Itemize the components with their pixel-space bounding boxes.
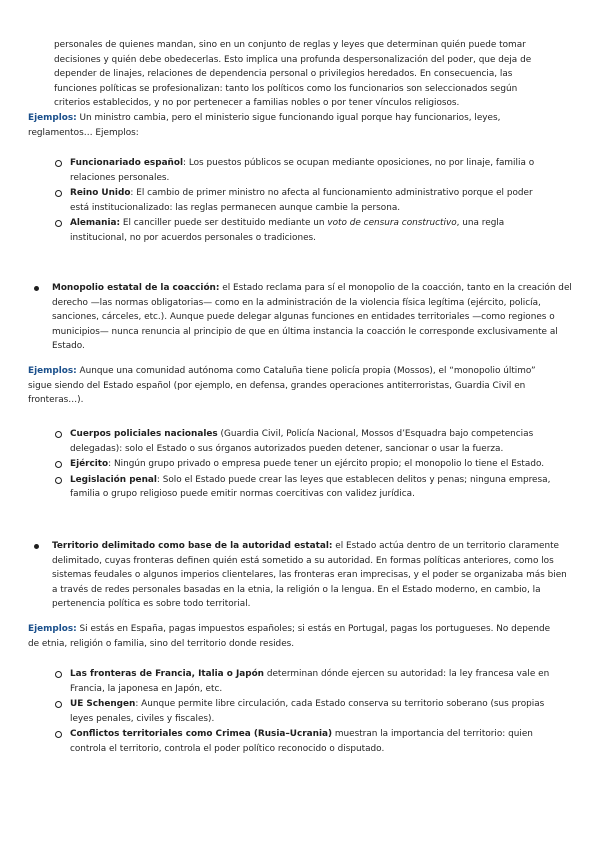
example-list-1 [54, 156, 554, 247]
example-list-3 [54, 667, 554, 758]
example-list-2 [54, 427, 554, 503]
bullet-icon [34, 544, 39, 549]
item-text: El canciller puede ser destituido mediante un [120, 218, 328, 229]
bullet-icon [34, 286, 39, 291]
list-item [54, 457, 554, 472]
example-label: Ejemplos: [28, 624, 77, 634]
intro-paragraph: personales de quienes mandan, sino en un conjunto de reglas y leyes que determinan quién puede tomar decisiones y quién debe obedecerlas. Esto implica una profunda despersonalización del poder, que deja de depender de linajes, relaciones de dependencia personal o privilegios heredados. En consecuencia, las funciones políticas se profesionalizan: tanto los políticos como los funcionarios son seleccionados según criterios establecidos, y no por pertenecer a familias nobles o por tener vínculos religiosos. [54, 40, 532, 109]
item-text: : Los puestos públicos se ocupan mediante oposiciones, no por linaje, familia o relaciones personales. [70, 158, 535, 183]
hollow-bullet-icon [55, 701, 62, 708]
example-paragraph-2 [28, 364, 558, 408]
item-title: Las fronteras de Francia, Italia o Japón [70, 669, 265, 679]
list-item [54, 186, 554, 215]
item-text: (Guardia Civil, Policía Nacional, Mossos d’Esquadra bajo competencias delegadas): solo el Estado o sus órganos autorizados pueden detener, sancionar o usar la fuerza. [70, 429, 534, 454]
item-title: UE Schengen [70, 699, 136, 710]
item-title: Conflictos territoriales como Crimea (Rusia–Ucrania) [70, 729, 333, 740]
bullet-text: el Estado reclama para sí el monopolio de la coacción, tanto en la creación del derecho —las normas obligatorias— como en la administración de la violencia física legítima (ejército, policía, sanciones, cárceles, etc.). Aunque puede delegar algunas funciones en entidades territoriales —como regiones o municipios— nunca renuncia al principio de que en última instancia la coacción le corresponde exclusivamente al Estado. [52, 283, 572, 352]
item-text: , una regla institucional, no por acuerdos personales o tradiciones. [70, 218, 505, 243]
hollow-bullet-icon [55, 731, 62, 738]
list-item [54, 427, 554, 456]
item-text: muestran la importancia del territorio: quien controla el territorio, controla el poder político reconocido o disputado. [70, 729, 533, 754]
hollow-bullet-icon [55, 220, 62, 227]
item-title: Reino Unido [70, 188, 131, 199]
hollow-bullet-icon [55, 461, 62, 468]
item-title: Legislación penal [70, 474, 157, 485]
list-item [54, 156, 554, 185]
example-text: Aunque una comunidad autónoma como Cataluña tiene policía propia (Mossos), el “monopolio último” sigue siendo del Estado español (por ejemplo, en defensa, grandes operaciones antiterroristas, Guardia Civil en fronteras…). [28, 366, 536, 406]
item-text-italic: voto de censura constructivo [327, 218, 457, 229]
bullet-paragraph-territorio [34, 539, 572, 612]
item-text: : El cambio de primer ministro no afecta al funcionamiento administrativo porque el poder está institucionalizado: las reglas permanecen aunque cambie la persona. [70, 188, 533, 213]
hollow-bullet-icon [55, 190, 62, 197]
list-item [54, 473, 554, 502]
item-title: Funcionariado español [70, 158, 184, 168]
hollow-bullet-icon [55, 431, 62, 438]
bullet-title: Monopolio estatal de la coacción: [52, 283, 220, 293]
bullet-text: el Estado actúa dentro de un territorio claramente delimitado, cuyas fronteras definen quién está sometido a su autoridad. En formas políticas anteriores, como los sistemas feudales o algunos imperios clientelares, las fronteras eran imprecisas, y el poder se organizaba más bien a través de redes personales basadas en la etnia, la religión o la lengua. En el Estado moderno, en cambio, la pertenencia política es sobre todo territorial. [52, 541, 567, 610]
example-text: Si estás en España, pagas impuestos españoles; si estás en Portugal, pagas los portugueses. No depende de etnia, religión o familia, sino del territorio donde resides. [28, 624, 551, 649]
item-title: Cuerpos policiales nacionales [70, 429, 218, 439]
item-text: : Ningún grupo privado o empresa puede tener un ejército propio; el monopolio lo tiene el Estado. [108, 459, 545, 470]
item-text: : Aunque permite libre circulación, cada Estado conserva su territorio soberano (sus propias leyes penales, civiles y fiscales). [70, 699, 545, 724]
example-paragraph-1 [28, 111, 558, 140]
list-item [54, 727, 554, 756]
item-title: Ejército [70, 459, 109, 470]
item-text: determinan dónde ejercen su autoridad: la ley francesa vale en Francia, la japonesa en Japón, etc. [70, 669, 550, 694]
item-title: Alemania: [70, 218, 121, 229]
hollow-bullet-icon [55, 477, 62, 484]
item-text: : Solo el Estado puede crear las leyes que establecen delitos y penas; ninguna empresa, familia o grupo religioso puede emitir normas coercitivas con validez jurídica. [70, 474, 551, 500]
list-item [54, 216, 554, 245]
example-label: Ejemplos: [28, 366, 77, 376]
bullet-title: Territorio delimitado como base de la autoridad estatal: [52, 541, 333, 551]
list-item [54, 667, 554, 696]
example-text: Un ministro cambia, pero el ministerio sigue funcionando igual porque hay funcionarios, leyes, reglamentos… Ejemplos: [28, 113, 501, 138]
bullet-paragraph-coaccion [34, 281, 572, 354]
list-item [54, 697, 554, 726]
hollow-bullet-icon [55, 671, 62, 678]
hollow-bullet-icon [55, 160, 62, 167]
example-paragraph-3 [28, 622, 558, 651]
example-label: Ejemplos: [28, 113, 77, 123]
